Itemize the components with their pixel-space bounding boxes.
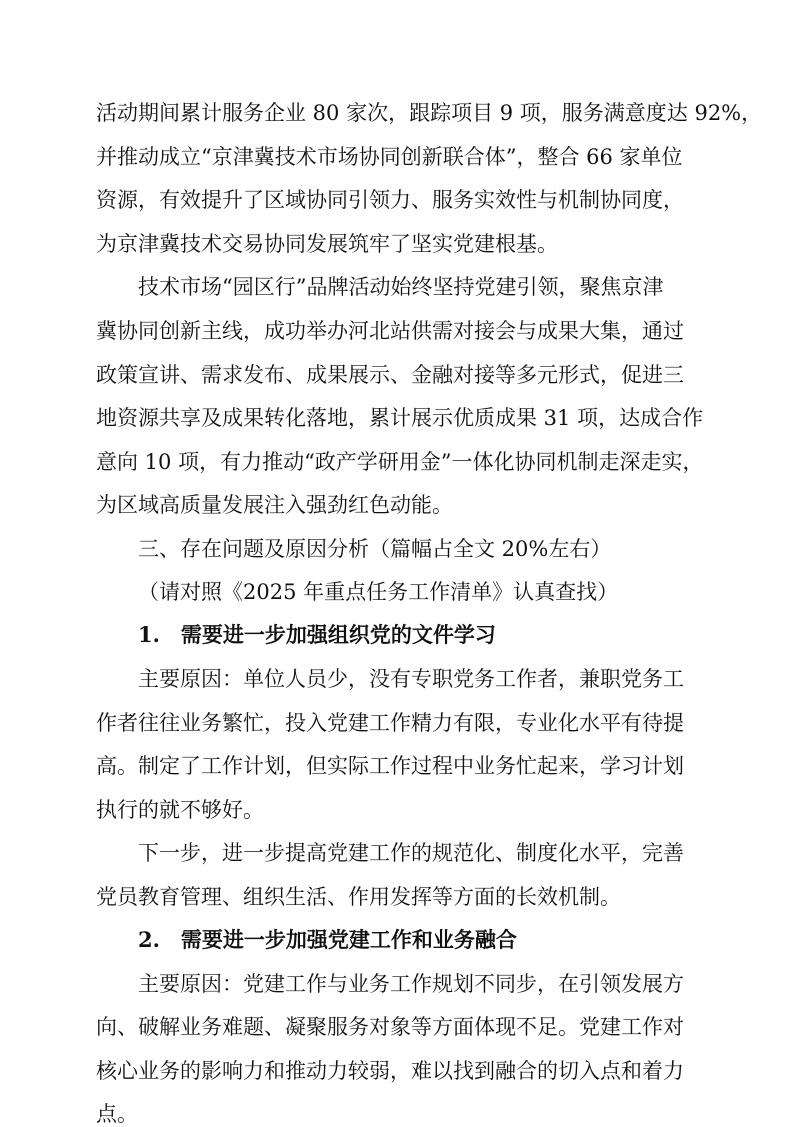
paragraph-1-line-1: 活动期间累计服务企业 80 家次，跟踪项目 9 项，服务满意度达 92%， [96, 101, 763, 125]
section-heading: 三、存在问题及原因分析（篇幅占全文 20%左右） [138, 537, 612, 561]
item-1-reason-line-4: 执行的就不够好。 [96, 798, 264, 822]
item-1-reason-line-2: 作者往往业务繁忙，投入党建工作精力有限，专业化水平有待提 [96, 711, 684, 735]
paragraph-1-line-4: 为京津冀技术交易协同发展筑牢了坚实党建根基。 [96, 232, 558, 256]
item-1-heading: 1. 需要进一步加强组织党的文件学习 [138, 622, 496, 647]
item-2-reason-line-1: 主要原因：党建工作与业务工作规划不同步，在引领发展方 [138, 972, 684, 996]
item-1-next-step-line-2: 党员教育管理、组织生活、作用发挥等方面的长效机制。 [96, 885, 621, 909]
paragraph-2-line-1: 技术市场“园区行”品牌活动始终坚持党建引领，聚焦京津 [138, 275, 664, 299]
item-2-reason-line-3: 核心业务的影响力和推动力较弱，难以找到融合的切入点和着力 [96, 1059, 684, 1083]
paragraph-2-line-5: 意向 10 项，有力推动“政产学研用金”一体化协同机制走深走实， [96, 450, 704, 474]
item-1-reason-line-1: 主要原因：单位人员少，没有专职党务工作者，兼职党务工 [138, 667, 684, 691]
item-2-reason-line-2: 向、破解业务难题、凝聚服务对象等方面体现不足。党建工作对 [96, 1015, 684, 1039]
section-note: （请对照《2025 年重点任务工作清单》认真查找） [138, 580, 619, 604]
paragraph-2-line-2: 冀协同创新主线，成功举办河北站供需对接会与成果大集，通过 [96, 319, 684, 343]
item-2-reason-line-4: 点。 [96, 1102, 138, 1126]
paragraph-2-line-6: 为区域高质量发展注入强劲红色动能。 [96, 493, 453, 517]
item-2-heading: 2. 需要进一步加强党建工作和业务融合 [138, 927, 517, 952]
item-1-reason-line-3: 高。制定了工作计划，但实际工作过程中业务忙起来，学习计划 [96, 754, 684, 778]
paragraph-1-line-3: 资源，有效提升了区域协同引领力、服务实效性与机制协同度， [96, 188, 684, 212]
item-1-next-step-line-1: 下一步，进一步提高党建工作的规范化、制度化水平，完善 [138, 841, 684, 865]
paragraph-2-line-4: 地资源共享及成果转化落地，累计展示优质成果 31 项，达成合作 [96, 406, 704, 430]
paragraph-2-line-3: 政策宣讲、需求发布、成果展示、金融对接等多元形式，促进三 [96, 363, 684, 387]
paragraph-1-line-2: 并推动成立“京津冀技术市场协同创新联合体”，整合 66 家单位 [96, 145, 683, 169]
